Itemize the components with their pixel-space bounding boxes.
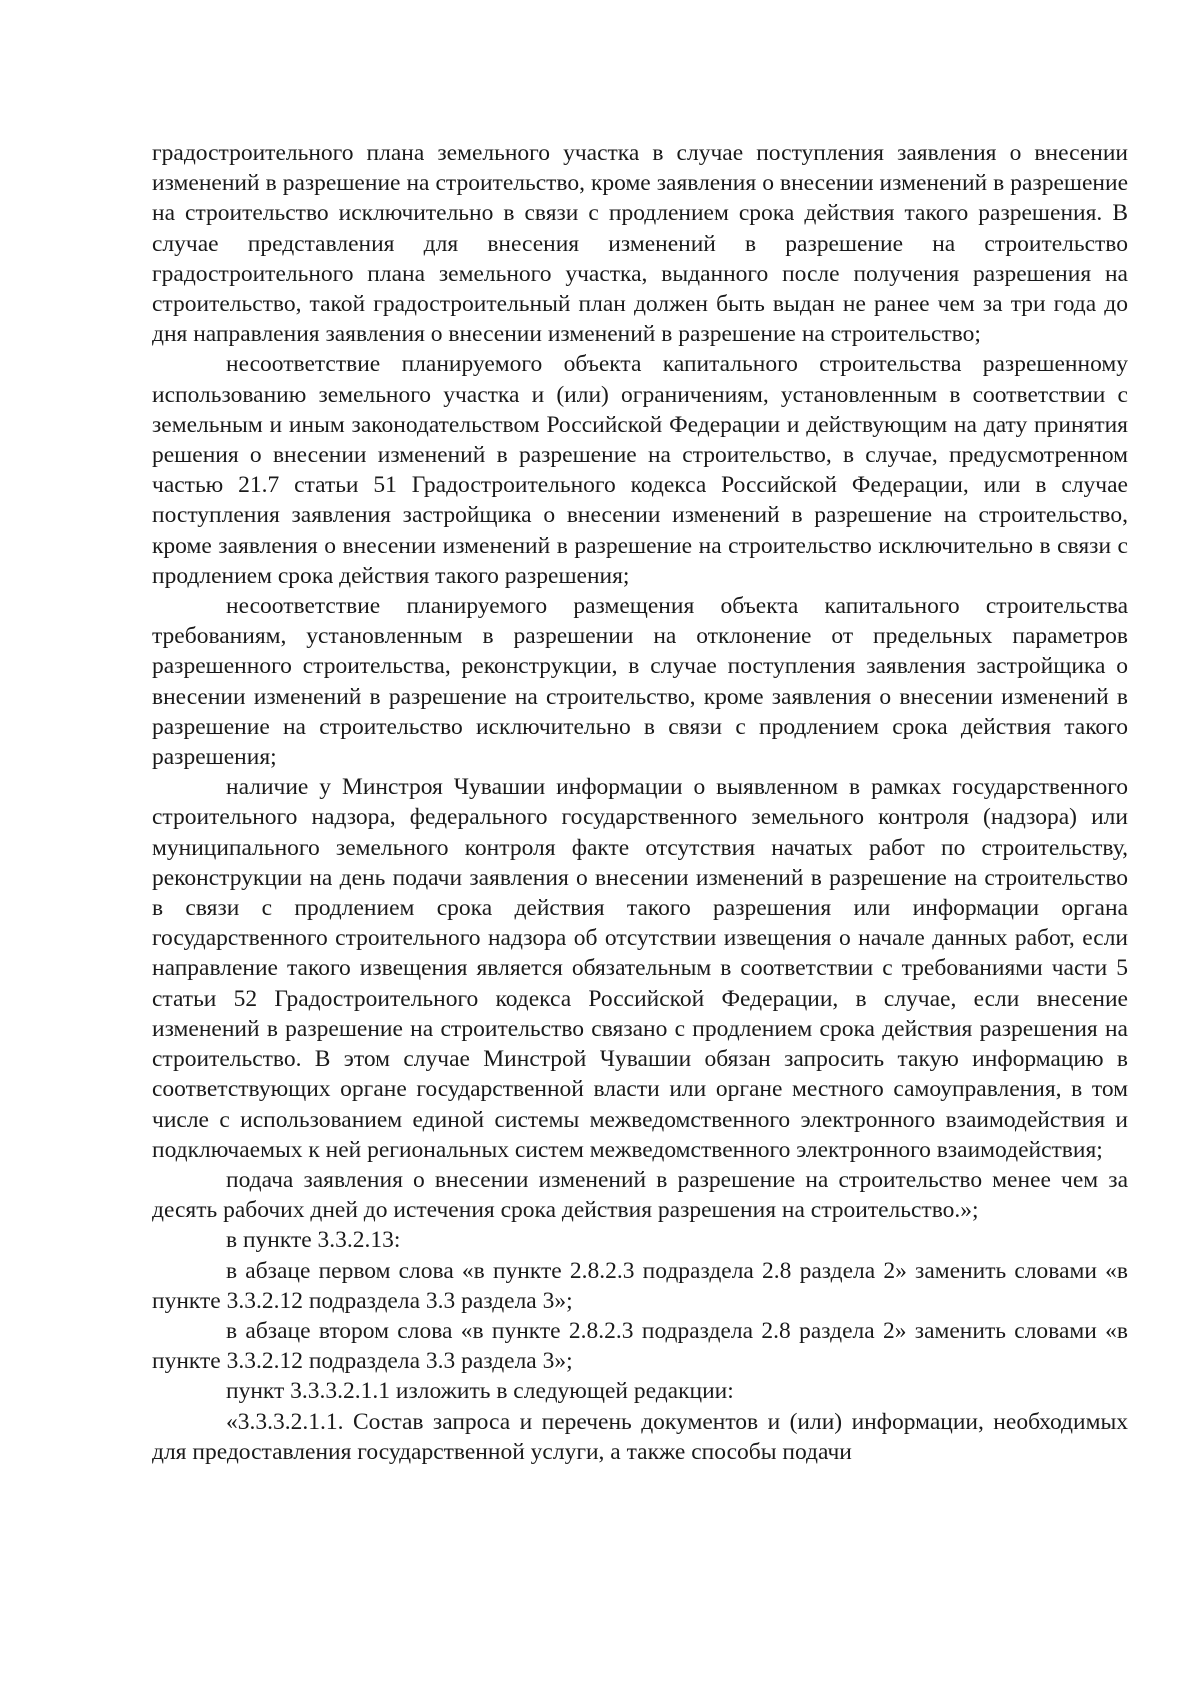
paragraph-10: «3.3.3.2.1.1. Состав запроса и перечень документов и (или) информации, необходимых для предоставления государственной услуги, а также способы подачи bbox=[152, 1408, 1128, 1465]
paragraph-2: несоответствие планируемого объекта капитального строительства разрешенному использованию земельного участка и (или) ограничениям, установленным в соответствии с земельным и иным законодательством Российской Федерации и действующим на дату принятия решения о внесении изменений в разрешение на строительство, в случае, предусмотренном частью 21.7 статьи 51 Градостроительного кодекса Российской Федерации, или в случае поступления заявления застройщика о внесении изменений в разрешение на строительство, кроме заявления о внесении изменений в разрешение на строительство исключительно в связи с продлением срока действия такого разрешения; bbox=[152, 351, 1128, 589]
paragraph-3: несоответствие планируемого размещения объекта капитального строительства требованиям, установленным в разрешении на отклонение от предельных параметров разрешенного строительства, реконструкции, в случае поступления заявления застройщика о внесении изменений в разрешение на строительство, кроме заявления о внесении изменений в разрешение на строительство исключительно в связи с продлением срока действия такого разрешения; bbox=[152, 593, 1128, 771]
paragraph-5: подача заявления о внесении изменений в разрешение на строительство менее чем за десять рабочих дней до истечения срока действия разрешения на строительство.»; bbox=[152, 1166, 1128, 1224]
paragraph-1: градостроительного плана земельного участка в случае поступления заявления о внесении изменений в разрешение на строительство, кроме заявления о внесении изменений в разрешение на строительство исключительно в связи с продлением срока действия такого разрешения. В случае представления для внесения изменений в разрешение на строительство градостроительного плана земельного участка, выданного после получения разрешения на строительство, такой градостроительный план должен быть выдан не ранее чем за три года до дня направления заявления о внесении изменений в разрешение на строительство; bbox=[152, 140, 1128, 348]
paragraph-9: пункт 3.3.3.2.1.1 изложить в следующей редакции: bbox=[226, 1378, 734, 1405]
paragraph-4: наличие у Минстроя Чувашии информации о выявленном в рамках государственного строительного надзора, федерального государственного земельного контроля (надзора) или муниципального земельного контроля факте отсутствия начатых работ по строительству, реконструкции на день подачи заявления о внесении изменений в разрешение на строительство в связи с продлением срока действия такого разрешения или информации органа государственного строительного надзора об отсутствии извещения о начале данных работ, если направление такого извещения является обязательным в соответствии с требованиями части 5 статьи 52 Градостроительного кодекса Российской Федерации, в случае, если внесение изменений в разрешение на строительство связано с продлением срока действия разрешения на строительство. В этом случае Минстрой Чувашии обязан запросить такую информацию в соответствующих органе государственной власти или органе местного самоуправления, в том числе с использованием единой системы межведомственного электронного взаимодействия и подключаемых к ней региональных систем межведомственного электронного взаимодействия; bbox=[152, 774, 1128, 1163]
paragraph-8: в абзаце втором слова «в пункте 2.8.2.3 подраздела 2.8 раздела 2» заменить словами «в пункте 3.3.2.12 подраздела 3.3 раздела 3»; bbox=[152, 1317, 1128, 1375]
paragraph-7: в абзаце первом слова «в пункте 2.8.2.3 подраздела 2.8 раздела 2» заменить словами «в пункте 3.3.2.12 подраздела 3.3 раздела 3»; bbox=[152, 1257, 1128, 1314]
document-body bbox=[152, 138, 1128, 1467]
paragraph-6: в пункте 3.3.2.13: bbox=[226, 1227, 401, 1254]
